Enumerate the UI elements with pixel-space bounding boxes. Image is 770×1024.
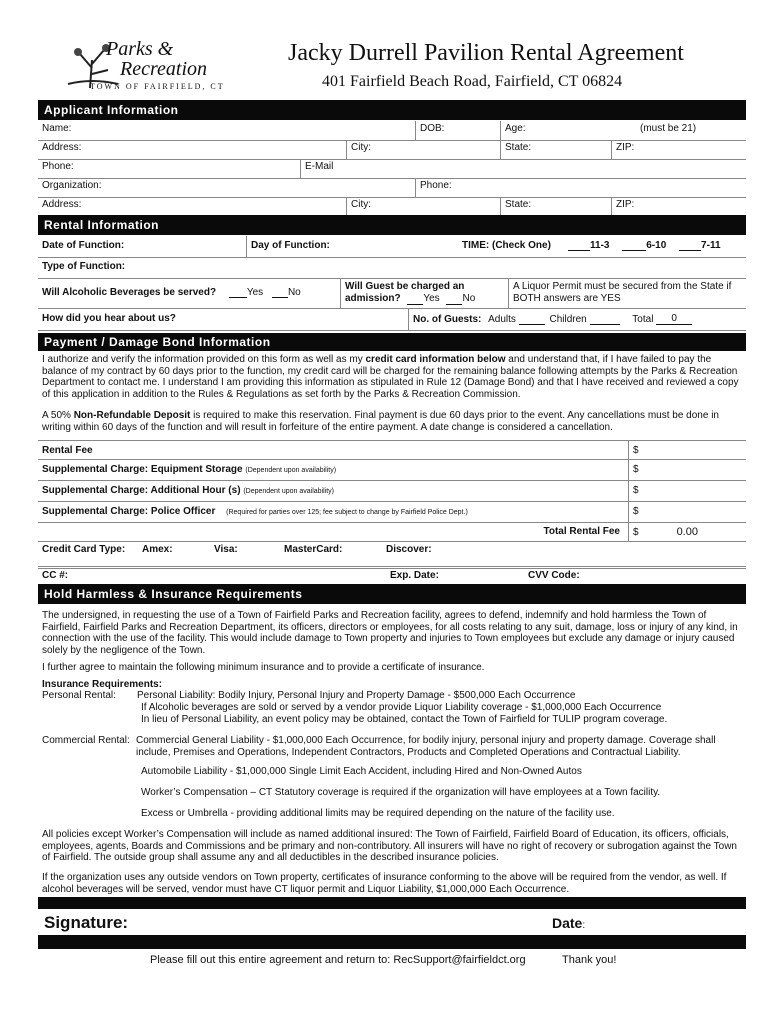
signature-field[interactable]: Signature: [44, 913, 129, 932]
logo-line1: Parks & [106, 38, 174, 60]
alcohol-no-label: No [287, 287, 301, 298]
org-state-field[interactable]: State: [500, 197, 611, 216]
page-title: Jacky Durrell Pavilion Rental Agreement [288, 40, 684, 66]
logo-line3: TOWN OF FAIRFIELD, CT [90, 82, 225, 91]
fee-label [38, 501, 628, 522]
signature-row [38, 909, 746, 935]
fee-label [38, 459, 628, 480]
org-address-field[interactable]: Address: [42, 199, 82, 210]
credit-card-type-row [38, 541, 746, 567]
time-label: TIME: (Check One) [462, 240, 551, 251]
dollar-sign: $ [633, 506, 639, 517]
fee-note: (Dependent upon availability) [243, 488, 334, 495]
payment-paragraph-2 [42, 410, 742, 433]
time-11-3-checkbox[interactable] [568, 250, 590, 251]
fee-label: Rental Fee [42, 445, 93, 456]
fee-row-police [38, 501, 746, 523]
fee-label-text: Supplemental Charge: Additional Hour (s) [42, 485, 241, 496]
payment-p2-a: A 50% [42, 410, 74, 421]
time-6-10-label: 6-10 [646, 240, 667, 251]
date-label: Date [552, 915, 583, 931]
date-field[interactable] [552, 915, 585, 931]
section-rental: Rental Information [38, 215, 746, 235]
day-of-function-field[interactable]: Day of Function: [246, 236, 446, 257]
rental-row-hear [38, 308, 746, 331]
applicant-row-address [38, 140, 746, 160]
insurance-heading: Insurance Requirements: [42, 679, 163, 690]
city-field[interactable]: City: [346, 140, 500, 159]
fee-note: (Required for parties over 125; fee subject to change by Fairfield Police Dept.) [226, 509, 468, 516]
total-rental-fee-input[interactable] [628, 522, 746, 541]
logo [62, 38, 242, 94]
alcohol-yes-label: Yes [246, 287, 264, 298]
applicant-row-name [38, 121, 746, 141]
fee-row-storage [38, 459, 746, 481]
age-field[interactable]: Age: [500, 121, 600, 140]
mastercard-option[interactable]: MasterCard: [284, 544, 343, 555]
dollar-sign: $ [633, 527, 639, 538]
dob-field[interactable]: DOB: [415, 121, 500, 140]
total-rental-fee-value: 0.00 [676, 526, 698, 538]
org-city-field[interactable]: City: [346, 197, 500, 216]
payment-p2-c: is required to make this reservation. Final payment is due 60 days prior to the event. Any cancellations must be done in writing within 60 days of the function and will result in forfeiture of the entire payment. A date change is considered a cancellation. [42, 410, 719, 433]
adults-label: Adults [488, 314, 516, 325]
umbrella: Excess or Umbrella - providing additional limits may be required depending on the nature of the facility use. [141, 808, 615, 819]
phone-field[interactable]: Phone: [42, 161, 74, 172]
footer-thanks: Thank you! [562, 954, 617, 966]
logo-line2: Recreation [120, 58, 208, 80]
alcohol-no-checkbox[interactable] [272, 297, 288, 298]
state-field[interactable]: State: [500, 140, 611, 159]
fee-label-text: Supplemental Charge: Police Officer [42, 506, 216, 517]
total-rental-fee-label: Total Rental Fee [543, 526, 620, 537]
zip-field[interactable]: ZIP: [611, 140, 746, 159]
type-of-function-field[interactable]: Type of Function: [42, 261, 126, 272]
section-payment: Payment / Damage Bond Information [38, 333, 746, 351]
section-hold-harmless: Hold Harmless & Insurance Requirements [38, 584, 746, 604]
time-7-11-checkbox[interactable] [679, 250, 701, 251]
fee-note: (Dependent upon availability) [245, 467, 337, 474]
discover-option[interactable]: Discover: [386, 544, 432, 555]
payment-p1-c: and understand that, if I have failed to pay the balance of my contract by 60 days prior to the function, my credit card will be charged for the remaining balance following attempts by the Parks & Recreation Department to contact me. I understand I am providing this information as stipulated in Rule 12 (Damage Bond) and that I have received and reviewed a copy of this application in addition to the Rules & Regulations as set forth by the Parks & Recreation Commission. [42, 354, 739, 400]
fee-amount-input[interactable] [628, 441, 746, 459]
exp-date-field[interactable]: Exp. Date: [390, 570, 439, 581]
rental-row-type [38, 257, 746, 279]
time-11-3-label: 11-3 [590, 240, 610, 251]
applicant-row-org [38, 178, 746, 198]
alcohol-label: Will Alcoholic Beverages be served? [42, 287, 217, 298]
guests-label: No. of Guests: [413, 314, 482, 325]
admission-label: Will Guest be charged an [345, 281, 465, 292]
cvv-field[interactable]: CVV Code: [528, 570, 580, 581]
age-note: (must be 21) [640, 123, 697, 134]
signature-bottom-bar [38, 935, 746, 949]
payment-p1-a: I authorize and verify the information provided on this form as well as my [42, 354, 366, 365]
dollar-sign: $ [633, 485, 639, 496]
email-field[interactable]: E-Mail [300, 159, 746, 178]
rental-row-alcohol [38, 278, 746, 309]
hold-paragraph-2: I further agree to maintain the following minimum insurance and to provide a certificate of insurance. [42, 662, 485, 673]
fee-row-rental [38, 441, 746, 460]
hold-paragraph-1: The undersigned, in requesting the use of a Town of Fairfield Parks and Recreation facility, agrees to defend, indemnify and hold harmless the Town of Fairfield, Fairfield Parks and Recreation Department, its officers, directors or employees, for all costs relating to any suit, damage, loss or injury of any kind, in connection with the use of the facility. This would include damage to Town property and injuries to Town employees but exclude any damage or injury caused solely by the negligence of the Town. [42, 610, 738, 656]
credit-card-number-row [38, 568, 746, 584]
total-label: Total [632, 314, 654, 325]
commercial-rental-label: Commercial Rental: [42, 735, 130, 746]
date-colon: : [582, 920, 586, 931]
hold-paragraph-3: All policies except Worker’s Compensation will include as named additional insured: The Town of Fairfield, Fairfield Board of Education, its officers, officials, employees, agents, Boards and Commissions and be primary and non-contributory. All insurers will have no right of recovery or subrogation against the Town of Fairfield. The outside group shall assume any and all deductibles in the described insurance policies. [42, 829, 737, 863]
fee-label [38, 480, 628, 501]
adults-input[interactable] [519, 324, 545, 325]
children-input[interactable] [590, 324, 620, 325]
total-guests-input[interactable] [656, 313, 692, 325]
venue-address: 401 Fairfield Beach Road, Fairfield, CT 06824 [322, 73, 623, 90]
organization-field[interactable]: Organization: [42, 180, 102, 191]
applicant-row-phone [38, 159, 746, 179]
org-zip-field[interactable]: ZIP: [611, 197, 746, 216]
admission-no-checkbox[interactable] [446, 304, 462, 305]
cc-type-label: Credit Card Type: [42, 544, 126, 555]
personal-rental-item: If Alcoholic beverages are sold or served by a vendor provide Liquor Liability coverage - $1,000,000 Each Occurrence [141, 702, 662, 713]
fee-amount-input[interactable] [628, 480, 746, 501]
payment-paragraph-1 [42, 354, 742, 400]
hold-paragraph-4: If the organization uses any outside vendors on Town property, certificates of insurance conforming to the above will be required from the vendor, as well. If alcohol beverages will be served, vendor must have CT liquor permit and Liquor Liability, $1,000,000 Each Occurrence. [42, 872, 727, 895]
admission-yes-label: Yes [423, 293, 440, 304]
fee-row-hour [38, 480, 746, 502]
payment-p1-b: credit card information below [365, 354, 506, 365]
org-phone-field[interactable]: Phone: [415, 178, 746, 197]
rental-row-date [38, 236, 746, 258]
personal-rental-label: Personal Rental: [42, 690, 116, 701]
amex-option[interactable]: Amex: [142, 544, 173, 555]
admission-no-label: No [462, 293, 476, 304]
name-field[interactable]: Name: [42, 123, 72, 134]
time-6-10-checkbox[interactable] [622, 250, 646, 251]
liquor-permit-note: A Liquor Permit must be secured from the State if BOTH answers are YES [508, 278, 746, 308]
admission-yes-checkbox[interactable] [407, 304, 423, 305]
alcohol-question [38, 278, 340, 308]
guest-counts [408, 308, 746, 330]
cc-number-field[interactable]: CC #: [42, 570, 69, 581]
alcohol-yes-checkbox[interactable] [229, 297, 247, 298]
auto-liability: Automobile Liability - $1,000,000 Single Limit Each Accident, including Hired and Non-Owned Autos [141, 766, 582, 777]
dollar-sign: $ [633, 445, 639, 456]
fee-row-total [38, 522, 746, 542]
workers-comp: Worker’s Compensation – CT Statutory coverage is required if the organization will have employees at a Town facility. [141, 787, 661, 798]
applicant-row-org-address [38, 197, 746, 217]
fee-amount-input[interactable] [628, 459, 746, 480]
address-field[interactable]: Address: [42, 142, 82, 153]
date-of-function-field[interactable]: Date of Function: [42, 240, 125, 251]
time-options [564, 236, 746, 257]
hear-about-field[interactable]: How did you hear about us? [42, 313, 176, 324]
payment-p2-b: Non-Refundable Deposit [73, 410, 191, 421]
total-guests-value: 0 [671, 313, 677, 324]
admission-label-2: admission? [345, 293, 401, 304]
commercial-liability: Commercial General Liability - $1,000,000 Each Occurrence, for bodily injury, personal injury and property damage. Coverage shall include, Premises and Operations, Independent Contractors, Products and Completed Operations and Contractual Liability. [136, 735, 716, 758]
time-7-11-label: 7-11 [701, 240, 721, 251]
personal-rental-item: In lieu of Personal Liability, an event policy may be obtained, contact the Town of Fairfield for TULIP program coverage. [141, 714, 668, 725]
personal-rental-item: Personal Liability: Bodily Injury, Personal Injury and Property Damage - $500,000 Each Occurrence [137, 690, 576, 701]
admission-question [340, 278, 508, 308]
fee-label-text: Supplemental Charge: Equipment Storage [42, 464, 243, 475]
section-applicant: Applicant Information [38, 100, 746, 120]
visa-option[interactable]: Visa: [214, 544, 238, 555]
dollar-sign: $ [633, 464, 639, 475]
fee-amount-input[interactable] [628, 501, 746, 522]
children-label: Children [549, 314, 587, 325]
footer-instructions: Please fill out this entire agreement and return to: RecSupport@fairfieldct.org [150, 954, 526, 966]
signature-top-bar [38, 897, 746, 909]
